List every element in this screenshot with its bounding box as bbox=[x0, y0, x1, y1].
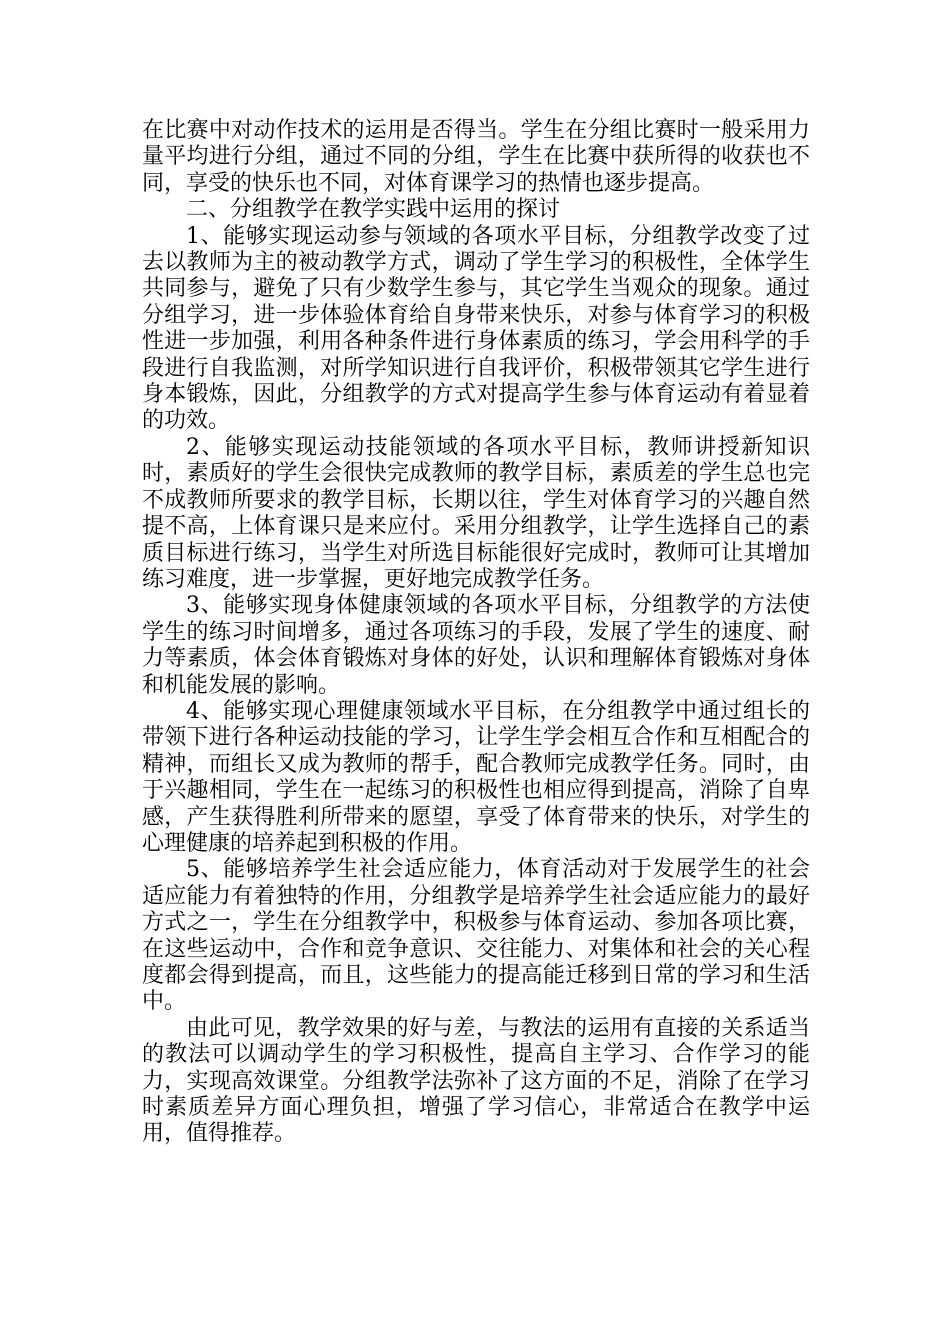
paragraph-point-1: 1、能够实现运动参与领域的各项水平目标，分组教学改变了过去以教师为主的被动教学方式，调动了学生学习的积极性，全体学生共同参与，避免了只有少数学生参与，其它学生当观众的现象。通过分组学习，进一步体验体育给自身带来快乐，对参与体育学习的积极性进一步加强，利用各种条件进行身体素质的练习，学会用科学的手段进行自我监测，对所学知识进行自我评价，积极带领其它学生进行身本锻炼，因此，分组教学的方式对提高学生参与体育运动有着显着的功效。 bbox=[142, 223, 810, 434]
paragraph-point-5: 5、能够培养学生社会适应能力，体育活动对于发展学生的社会适应能力有着独特的作用，分组教学是培养学生社会适应能力的最好方式之一，学生在分组教学中，积极参与体育运动、参加各项比赛，在这些运动中，合作和竞争意识、交往能力、对集体和社会的关心程度都会得到提高，而且，这些能力的提高能迁移到日常的学习和生活中。 bbox=[142, 857, 810, 1015]
paragraph-continuation: 在比赛中对动作技术的运用是否得当。学生在分组比赛时一般采用力量平均进行分组，通过不同的分组，学生在比赛中获所得的收获也不同，享受的快乐也不同，对体育课学习的热情也逐步提高。 bbox=[142, 118, 810, 196]
paragraph-conclusion: 由此可见，教学效果的好与差，与教法的运用有直接的关系适当的教法可以调动学生的学习积极性，提高自主学习、合作学习的能力，实现高效课堂。分组教学法弥补了这方面的不足，消除了在学习时素质差异方面心理负担，增强了学习信心，非常适合在教学中运用，值得推荐。 bbox=[142, 1015, 810, 1147]
paragraph-point-3: 3、能够实现身体健康领域的各项水平目标，分组教学的方法使学生的练习时间增多，通过各项练习的手段，发展了学生的速度、耐力等素质，体会体育锻炼对身体的好处，认识和理解体育锻炼对身体和机能发展的影响。 bbox=[142, 593, 810, 698]
section-heading: 二、分组教学在教学实践中运用的探讨 bbox=[186, 197, 561, 223]
paragraph-point-4: 4、能够实现心理健康领域水平目标，在分组教学中通过组长的带领下进行各种运动技能的学习，让学生学会相互合作和互相配合的精神，而组长又成为教师的帮手，配合教师完成教学任务。同时，由于兴趣相同，学生在一起练习的积极性也相应得到提高，消除了自卑感，产生获得胜利所带来的愿望，享受了体育带来的快乐，对学生的心理健康的培养起到积极的作用。 bbox=[142, 698, 810, 856]
paragraph-point-2: 2、能够实现运动技能领域的各项水平目标，教师讲授新知识时，素质好的学生会很快完成教师的教学目标，素质差的学生总也完不成教师所要求的教学目标，长期以往，学生对体育学习的兴趣自然提不高，上体育课只是来应付。采用分组教学，让学生选择自己的素质目标进行练习，当学生对所选目标能很好完成时，教师可让其增加练习难度，进一步掌握，更好地完成教学任务。 bbox=[142, 434, 810, 592]
document-page bbox=[142, 118, 810, 1148]
